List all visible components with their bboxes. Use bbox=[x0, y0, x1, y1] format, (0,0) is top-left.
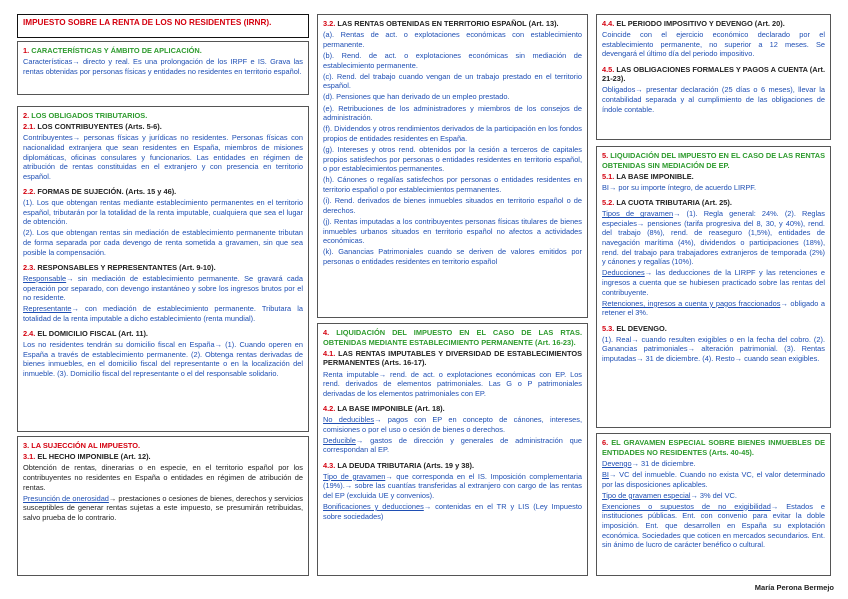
term-label: Presunción de onerosidad bbox=[23, 493, 109, 503]
section-2 bbox=[17, 106, 309, 432]
subsection-title: EL PERIODO IMPOSITIVO Y DEVENGO (Art. 20). bbox=[616, 19, 785, 28]
list-item: (j). Rentas imputadas a los contribuyentes personas físicas titulares de bienes inmuebles urbanos situados en territorio español no afectos a actividades económicas. bbox=[323, 216, 582, 246]
term-label: Devengo bbox=[602, 458, 632, 468]
page-title: IMPUESTO SOBRE LA RENTA DE LOS NO RESIDENTES (IRNR). bbox=[23, 18, 272, 27]
section-heading: LIQUIDACIÓN DEL IMPUESTO EN EL CASO DE LAS RENTAS OBTENIDAS SIN MEDIACIÓN DE EP. bbox=[602, 151, 825, 170]
subsection-title: LAS RENTAS OBTENIDAS EN TERRITORIO ESPAÑOL (Art. 13). bbox=[337, 19, 559, 28]
subsection-number: 4.2. bbox=[323, 403, 336, 413]
subsection-number: 2.3. bbox=[23, 262, 36, 272]
subsection-number: 3.1. bbox=[23, 452, 36, 462]
list-item: (a). Rentas de act. o explotaciones económicas con establecimiento permanente. bbox=[323, 30, 582, 49]
subsection-number: 4.4. bbox=[602, 19, 615, 28]
author-name: María Perona Bermejo bbox=[754, 583, 834, 593]
section-text: Características→ directo y real. Es una prolongación de los IRPF e IS. Grava las rentas obtenidas por personas físicas y entidades no residentes en territorio español. bbox=[23, 57, 303, 76]
subsection-number: 5.1. bbox=[602, 171, 615, 181]
term-text: → las deducciones de la LIRPF y las retenciones e ingresos a cuenta que se hubiesen practicado sobre las rentas del contribuyente. bbox=[602, 268, 825, 297]
term-text: → VC del inmueble. Cuando no exista VC, el valor determinado por las disposiciones aplicables. bbox=[602, 469, 825, 489]
term-label: Tipo de gravamen bbox=[323, 471, 386, 481]
section-4 bbox=[317, 323, 588, 576]
term-text: → obligado a retener el 3%. bbox=[602, 298, 825, 318]
term-label: Responsable bbox=[23, 273, 67, 283]
list-item: (h). Cánones o regalías satisfechos por personas o entidades residentes en territorio español o por establecimientos permanentes. bbox=[323, 175, 582, 194]
subsection-title: LA CUOTA TRIBUTARIA (Art. 25). bbox=[616, 198, 732, 207]
subsection-number: 5.3. bbox=[602, 323, 615, 333]
term-label: Retenciones, ingresos a cuenta y pagos fraccionados bbox=[602, 298, 781, 308]
section-number: 3. bbox=[23, 441, 30, 450]
subsection-title: EL HECHO IMPONIBLE (Art. 12). bbox=[37, 452, 151, 462]
subsection-text: Coincide con el ejercicio económico declarado por el establecimiento permanente, no superior a 12 meses. Se devengará el último día del periodo impositivo. bbox=[602, 30, 825, 59]
term-text: → gastos de dirección y generales de administración que correspondan al EP. bbox=[323, 435, 582, 455]
subsection-text: (2). Los que obtengan rentas sin mediación de establecimiento permanente tributan de forma separada por cada devengo de renta sometida a gravamen, sin que sea posible la compensación. bbox=[23, 228, 303, 257]
term-text: → sin mediación de establecimiento permanente. Se gravará cada operación por separado, con devengo instantáneo y sobre los ingresos brutos por el no residente. bbox=[23, 273, 303, 303]
section-number: 1. bbox=[23, 46, 30, 55]
subsection-text: Los no residentes tendrán su domicilio fiscal en España→ (1). Cuando operen en España a través de establecimiento permanente. (2). Obtenga rentas derivadas de bienes inmuebles, en el domicilio fiscal del representante o en la localización del inmueble. (3). Domicilio fiscal del representante o el del responsable solidario. bbox=[23, 340, 303, 378]
list-item: (f). Dividendos y otros rendimientos derivados de la participación en los fondos propios de entidades residentes en España. bbox=[323, 124, 582, 143]
subsection-text: Obtención de rentas, dinerarias o en especie, en el territorio español por los contribuyentes no residentes en España o entidades en régimen de atribución de rentas. bbox=[23, 463, 303, 492]
term-text: → pagos con EP en concepto de cánones, intereses, comisiones o por el uso o cesión de bienes o derechos. bbox=[323, 415, 582, 434]
term-text: → contenidas en el TR y LIS (Ley Impuesto sobre sociedades) bbox=[323, 502, 582, 521]
term-text: → que corresponda en el IS. Imposición complementaria (19%).→ sobre las cuantías transferidas al extranjero con cargo de las rentas del EP (excluida UE y convenios). bbox=[323, 471, 582, 500]
subsection-title: FORMAS DE SUJECIÓN. (Arts. 15 y 46). bbox=[37, 186, 177, 196]
subsection-number: 2.1. bbox=[23, 122, 36, 132]
term-text: → Estados e instituciones públicas. Ent. con convenio para evitar la doble imposición. Ent. que desarrollen en España su explotación económica. Sociedades que coticen en mercados secundarios. Ent. sin ánimo de lucro de carácter benéfico o cultural. bbox=[602, 501, 825, 550]
term-label: Deducciones bbox=[602, 268, 645, 278]
section-4-4 bbox=[596, 14, 831, 140]
section-heading: LOS OBLIGADOS TRIBUTARIOS. bbox=[31, 111, 148, 120]
subsection-number: 4.1. bbox=[323, 348, 336, 358]
subsection-number: 4.3. bbox=[323, 460, 336, 470]
section-number: 4. bbox=[323, 328, 330, 337]
section-heading: EL GRAVAMEN ESPECIAL SOBRE BIENES INMUEBLES DE ENTIDADES NO RESIDENTES (Arts. 40-45). bbox=[602, 438, 825, 457]
term-label: Bonificaciones y deducciones bbox=[323, 502, 424, 511]
subsection-text: BI→ por su importe íntegro, de acuerdo LIRPF. bbox=[602, 182, 757, 192]
section-heading: LA SUJECCIÓN AL IMPUESTO. bbox=[31, 441, 141, 450]
section-heading: CARACTERÍSTICAS Y ÁMBITO DE APLICACIÓN. bbox=[31, 46, 202, 55]
section-6 bbox=[596, 433, 831, 576]
subsection-text: Obligados→ presentar declaración (25 días o 6 meses), llevar la contabilidad separada y al cumplimiento de las obligaciones de índole contable. bbox=[602, 85, 825, 114]
subsection-title: LA DEUDA TRIBUTARIA (Arts. 19 y 38). bbox=[337, 460, 474, 470]
subsection-number: 2.2. bbox=[23, 186, 36, 196]
section-3 bbox=[17, 436, 309, 576]
section-number: 6. bbox=[602, 438, 609, 447]
subsection-text: (1). Real→ cuando resulten exigibles o en la fecha del cobro. (2). Ganancias patrimoniales→ alteración patrimonial. (3). Rentas imputadas→ 31 de diciembre. (4). Resto→ cuando sean exigibles. bbox=[602, 334, 825, 363]
subsection-title: RESPONSABLES Y REPRESENTANTES (Art. 9-10). bbox=[37, 262, 216, 272]
term-text: → (1). Regla general: 24%. (2). Reglas especiales→ pensiones (tarifa progresiva del 8, 30, y 40%), rend. del trabajo (8%), rend. de reaseguro (1,5%), entidades de navegación marítima (4%), dividendos o participaciones (18%), rend. del trabajo para trabajadores extranjeros de temporada (2%) y cánones y regalías (10%). bbox=[602, 209, 825, 267]
subsection-title: LAS OBLIGACIONES FORMALES Y PAGOS A CUENTA (Art. 21-23). bbox=[602, 64, 825, 84]
term-label: Tipo de gravamen especial bbox=[602, 490, 691, 500]
term-text: → 31 de diciembre. bbox=[631, 458, 696, 468]
list-item: (g). Intereses y otros rend. obtenidos por la cesión a terceros de capitales propios satisfechos por personas o entidades residentes en territorio español, o por establecimientos permanentes. bbox=[323, 145, 582, 174]
section-heading: LIQUIDACIÓN DEL IMPUESTO EN EL CASO DE LAS RTAS. OBTENIDAS MEDIANTE ESTABLECIMIENTO PERMANENTE (Art. 16-23). bbox=[323, 328, 582, 347]
subsection-text: (1). Los que obtengan rentas mediante establecimiento permanentes en el territorio español, tributarán por la totalidad de la renta imputable, cualquiera que sea el lugar de obtención. bbox=[23, 198, 303, 227]
list-item: (e). Retribuciones de los administradores y miembros de los consejos de administración. bbox=[323, 103, 582, 123]
list-item: (c). Rend. del trabajo cuando vengan de un trabajo prestado en el territorio español. bbox=[323, 71, 582, 91]
subsection-number: 2.4. bbox=[23, 329, 36, 338]
list-item: (k). Ganancias Patrimoniales cuando se deriven de valores emitidos por personas o entidades residentes en territorio español bbox=[323, 247, 582, 266]
list-item: (d). Pensiones que han derivado de un empleo prestado. bbox=[323, 92, 510, 102]
list-item: (i). Rend. derivados de bienes inmuebles situados en territorio español o de derechos. bbox=[323, 196, 582, 215]
section-1 bbox=[17, 41, 309, 95]
section-number: 5. bbox=[602, 151, 609, 160]
term-label: Exenciones o supuestos de no exigibilidad bbox=[602, 501, 771, 511]
subsection-number: 4.5. bbox=[602, 64, 615, 74]
section-3-2 bbox=[317, 14, 588, 318]
subsection-title: EL DOMICILIO FISCAL (Art. 11). bbox=[37, 329, 148, 338]
subsection-title: LA BASE IMPONIBLE (Art. 18). bbox=[337, 403, 445, 413]
term-label: Tipos de gravamen bbox=[602, 209, 674, 219]
subsection-number: 3.2. bbox=[323, 19, 336, 28]
term-text: → prestaciones o cesiones de bienes, derechos y servicios susceptibles de generar rentas sujetas a este impuesto, se presumirán retribuidas, salvo prueba de lo contrario. bbox=[23, 493, 303, 522]
subsection-number: 5.2. bbox=[602, 198, 615, 207]
subsection-text: Contribuyentes→ personas físicas y jurídicas no residentes. Personas físicas con nacionalidad extranjera que sean residentes en España, miembros de misiones diplomáticas, oficinas consulares y funcionarios. Las entidades en régimen de atribución de rentas constituidas en el extranjero y con presencia en territorio español. bbox=[23, 133, 303, 181]
subsection-title: LA BASE IMPONIBLE. bbox=[616, 171, 694, 181]
subsection-title: EL DEVENGO. bbox=[616, 323, 667, 333]
section-number: 2. bbox=[23, 111, 30, 120]
subsection-text: Renta imputable→ rend. de act. o explotaciones económicas con EP. Los rend. derivados de elementos patrimoniales. Las G o P patrimoniales derivadas de los elementos patrimoniales con EP. bbox=[323, 369, 582, 398]
subsection-title: LAS RENTAS IMPUTABLES Y DIVERSIDAD DE ESTABLECIMIENTOS PERMANENTES (Arts. 16-17). bbox=[323, 348, 582, 368]
term-text: → con mediación de establecimiento permanente. Tributara la totalidad de la renta imputable a dicho establecimiento (renta mundial). bbox=[23, 304, 303, 323]
section-5 bbox=[596, 146, 831, 428]
term-label: Representante bbox=[23, 304, 72, 314]
term-label: Deducible bbox=[323, 435, 356, 445]
term-text: → 3% del VC. bbox=[690, 490, 737, 500]
title-box bbox=[17, 14, 309, 38]
subsection-title: LOS CONTRIBUYENTES (Arts. 5-6). bbox=[37, 122, 162, 132]
term-label: BI bbox=[602, 469, 609, 479]
list-item: (b). Rend. de act. o explotaciones económicas sin mediación de establecimiento permanente. bbox=[323, 50, 582, 70]
term-label: No deducibles bbox=[323, 415, 375, 424]
